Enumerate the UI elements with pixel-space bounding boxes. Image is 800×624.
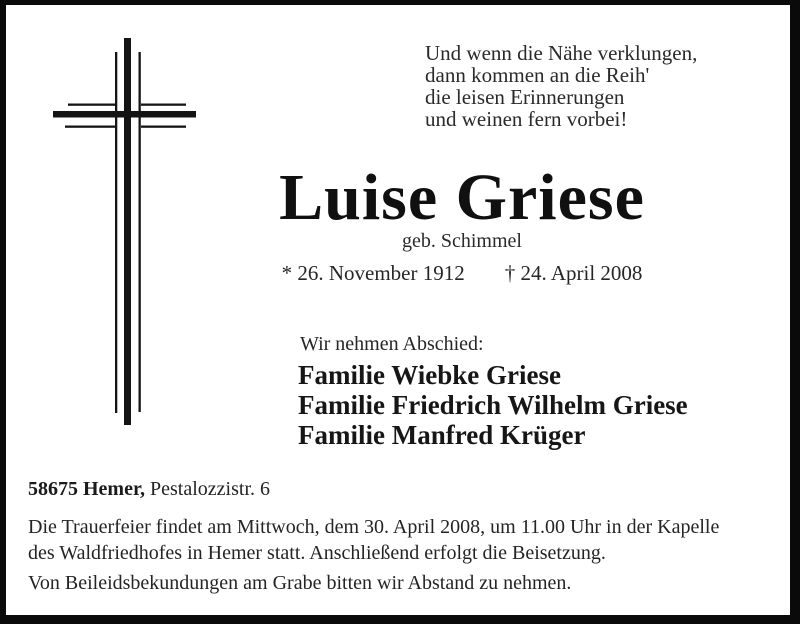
poem-line: die leisen Erinnerungen — [425, 85, 625, 109]
birth-date: * 26. November 1912 — [281, 261, 465, 285]
funeral-detail-line: Die Trauerfeier findet am Mittwoch, dem 30. April 2008, um 11.00 Uhr in der Kapelle — [28, 516, 720, 538]
address-line — [28, 477, 270, 502]
epitaph-poem — [425, 42, 697, 130]
mourner-line: Familie Manfred Krüger — [298, 420, 586, 450]
life-dates — [252, 260, 672, 286]
poem-line: und weinen fern vorbei! — [425, 107, 628, 131]
mourner-line: Familie Friedrich Wilhelm Griese — [298, 390, 688, 420]
death-date: † 24. April 2008 — [504, 261, 643, 285]
address-city: 58675 Hemer, — [28, 478, 146, 500]
maiden-name: geb. Schimmel — [402, 230, 522, 252]
address-street: Pestalozzistr. 6 — [145, 478, 270, 500]
mourner-line: Familie Wiebke Griese — [298, 360, 561, 390]
funeral-detail-line: des Waldfriedhofes in Hemer statt. Anschließend erfolgt die Beisetzung. — [28, 541, 606, 564]
poem-line: Und wenn die Nähe verklungen, — [425, 41, 698, 65]
memorial-cross-icon — [50, 35, 200, 430]
poem-line: dann kommen an die Reih' — [425, 63, 650, 87]
mourner-list — [298, 360, 688, 450]
funeral-details — [28, 515, 719, 566]
farewell-heading: Wir nehmen Abschied: — [300, 333, 484, 355]
deceased-name: Luise Griese — [279, 161, 645, 234]
condolence-note: Von Beileidsbekundungen am Grabe bitten wir Abstand zu nehmen. — [28, 572, 572, 594]
